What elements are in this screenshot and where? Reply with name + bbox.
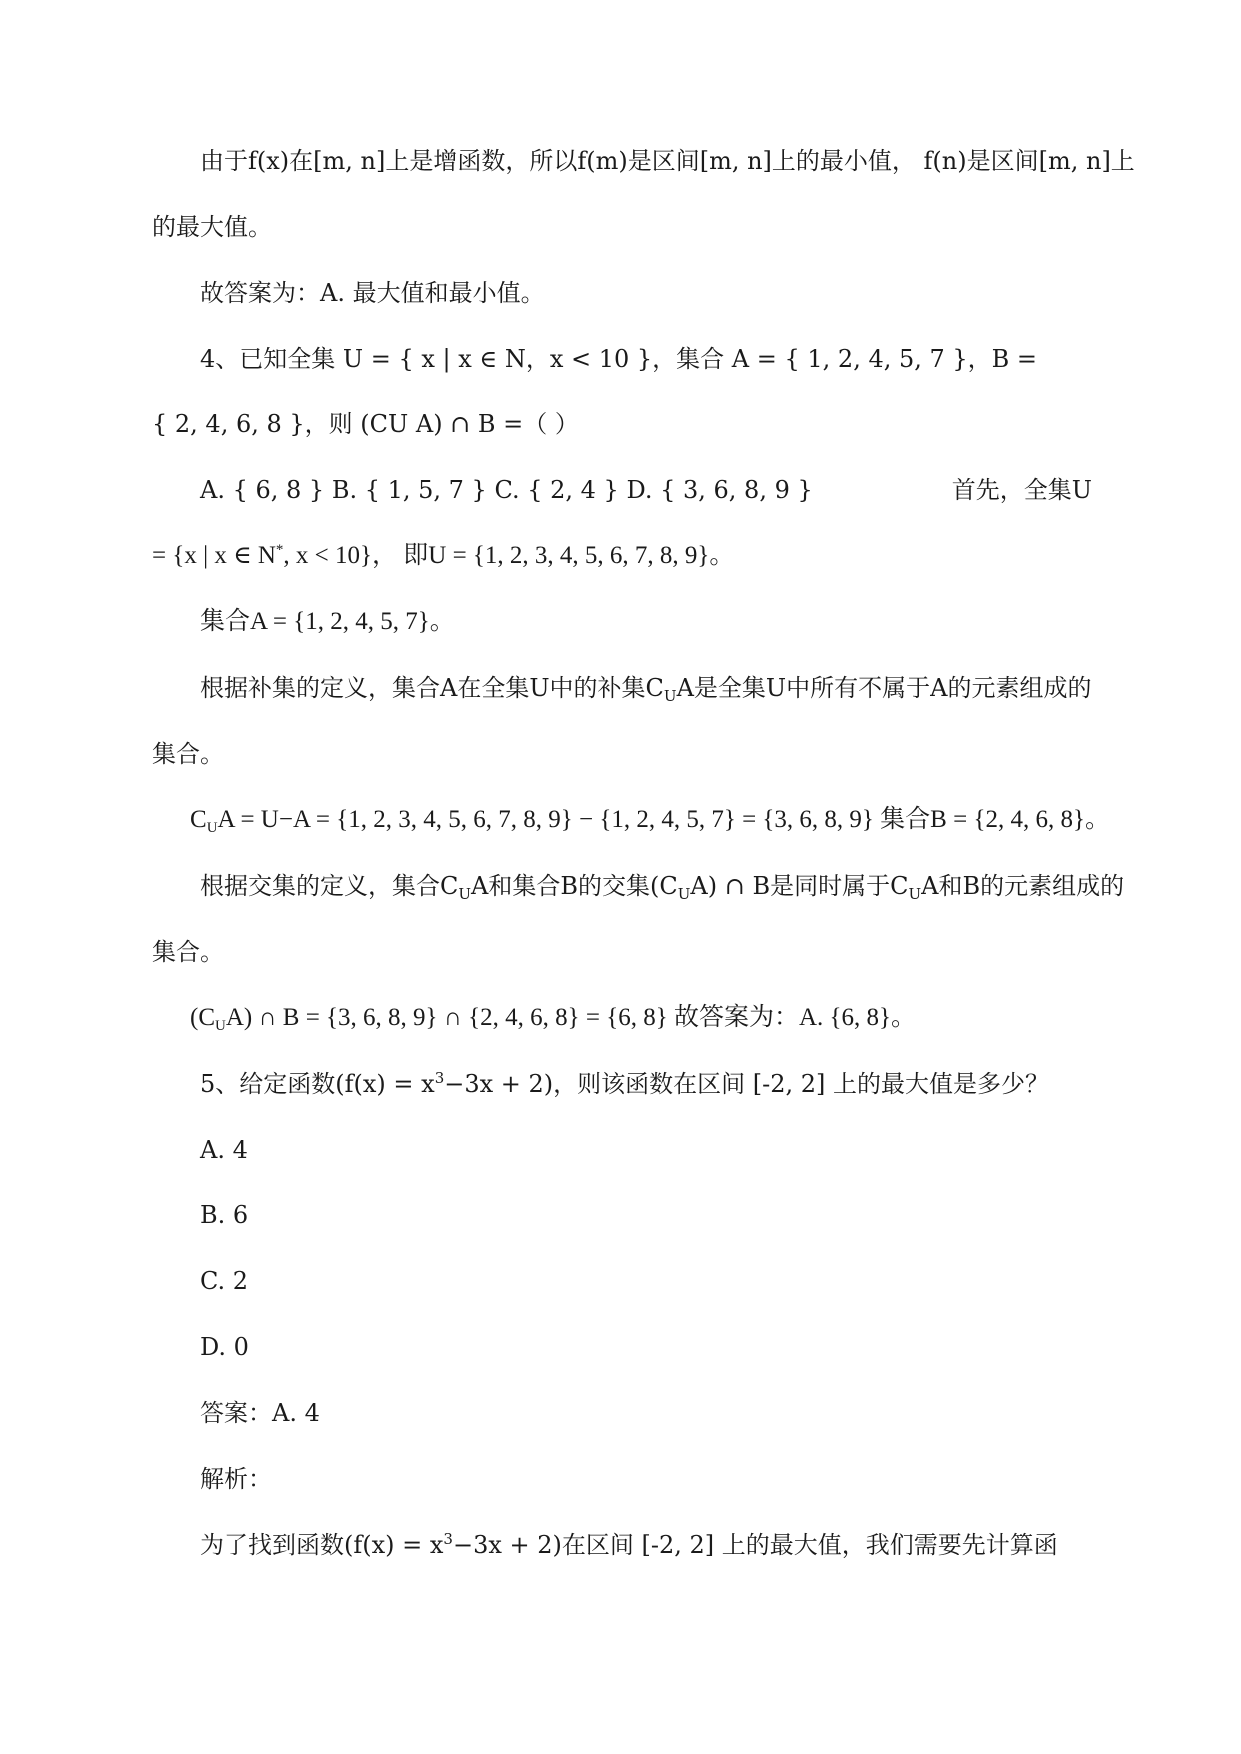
- subscript: U: [663, 687, 677, 705]
- text-run: D. 0: [200, 1333, 249, 1361]
- text-run: A是全集U中所有不属于A的元素组成的: [676, 674, 1092, 702]
- text-run: −3x + 2)在区间 [-2, 2] 上的最大值，我们需要先计算函: [452, 1531, 1058, 1559]
- subscript: U: [215, 1018, 226, 1034]
- subscript: U: [908, 885, 922, 903]
- text-run: 集合。: [152, 740, 224, 768]
- question-4-line: [152, 406, 1092, 442]
- option-b: [200, 1197, 1092, 1233]
- option-c: [200, 1263, 1092, 1299]
- subscript: U: [206, 820, 218, 836]
- formula: 集合A = {1, 2, 4, 5, 7}。: [200, 608, 455, 635]
- text-run: A. 4: [200, 1136, 248, 1164]
- paragraph-line: [152, 209, 1092, 245]
- text-run: C. 2: [200, 1267, 249, 1295]
- paragraph-line: [200, 1527, 1092, 1563]
- text-run: 根据补集的定义，集合A在全集U中的补集C: [200, 674, 664, 702]
- text-run: 答案：A. 4: [200, 1399, 320, 1427]
- option-a: [200, 1132, 1092, 1168]
- subscript: U: [458, 885, 472, 903]
- subscript: U: [677, 885, 691, 903]
- formula: C: [190, 806, 207, 833]
- formula-line: [190, 802, 1130, 838]
- paragraph-line: [200, 868, 1125, 904]
- text-run: 为了找到函数(f(x) = x: [200, 1531, 444, 1559]
- answer-line: [200, 1395, 1092, 1431]
- question-5-line: [200, 1066, 1092, 1102]
- formula: = {x | x ∈ N: [152, 542, 276, 569]
- text-run: 解析：: [200, 1465, 272, 1493]
- options-line: [200, 472, 1092, 508]
- paragraph-line: [200, 670, 1092, 706]
- formula: , x < 10}， 即U = {1, 2, 3, 4, 5, 6, 7, 8, 9}。: [283, 542, 735, 569]
- text-run: 5、给定函数(f(x) = x: [200, 1070, 435, 1098]
- formula: A = U−A = {1, 2, 3, 4, 5, 6, 7, 8, 9} − {1, 2, 4, 5, 7} = {3, 6, 8, 9} 集合B = {2, 4, 6, 8}。: [217, 806, 1110, 833]
- text-run: A) ∩ B是同时属于C: [690, 872, 909, 900]
- formula-line: [200, 604, 1092, 640]
- formula-line: [190, 1000, 1130, 1036]
- text-run: { 2, 4, 6, 8 }，则 (CU A) ∩ B =（ ）: [152, 410, 579, 438]
- superscript: *: [275, 542, 284, 558]
- question-4-line: [200, 341, 1092, 377]
- formula: A) ∩ B = {3, 6, 8, 9} ∩ {2, 4, 6, 8} = {6, 8} 故答案为：A. {6, 8}。: [225, 1004, 917, 1031]
- text-run: 首先，全集U: [951, 476, 1092, 504]
- text-run: −3x + 2)，则该函数在区间 [-2, 2] 上的最大值是多少？: [444, 1070, 1050, 1098]
- text-run: 集合。: [152, 938, 224, 966]
- text-run: A和B的元素组成的: [921, 872, 1125, 900]
- paragraph-line: [152, 934, 1092, 970]
- text-run: 4、已知全集 U = { x | x ∈ N，x < 10 }，集合 A = { 1, 2, 4, 5, 7 }，B =: [200, 345, 1038, 373]
- paragraph-line: [152, 736, 1092, 772]
- options-text: A. { 6, 8 } B. { 1, 5, 7 } C. { 2, 4 } D. { 3, 6, 8, 9 }: [200, 476, 813, 504]
- text-run: 故答案为：A. 最大值和最小值。: [200, 279, 545, 307]
- text-run: A和集合B的交集(C: [471, 872, 678, 900]
- superscript: 3: [443, 1530, 453, 1548]
- analysis-heading: [200, 1461, 1092, 1497]
- option-d: [200, 1329, 1092, 1365]
- text-run: 由于f(x)在[m, n]上是增函数，所以f(m)是区间[m, n]上的最小值， f(n)是区间[m, n]上: [200, 147, 1135, 175]
- paragraph-line: [200, 143, 1135, 179]
- formula-line: [152, 538, 1092, 574]
- text-run: 的最大值。: [152, 213, 272, 241]
- text-run: 根据交集的定义，集合C: [200, 872, 459, 900]
- superscript: 3: [434, 1069, 445, 1087]
- text-run: B. 6: [200, 1201, 249, 1229]
- formula: (C: [190, 1004, 215, 1031]
- answer-line: [200, 275, 1092, 311]
